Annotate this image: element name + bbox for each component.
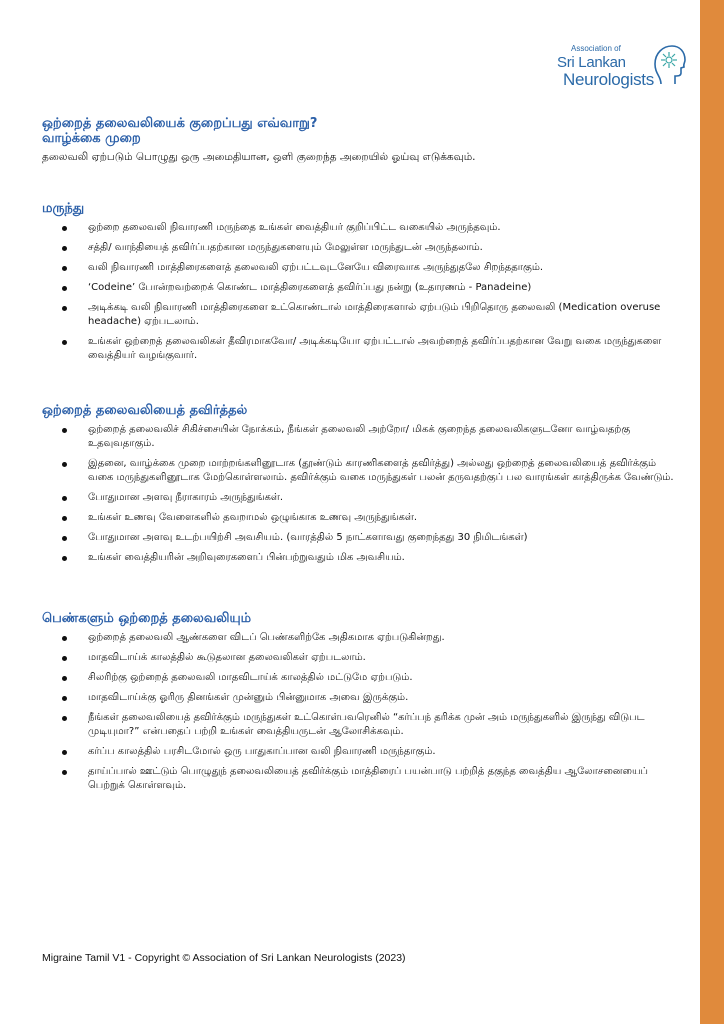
association-logo <box>557 40 697 106</box>
intro-text: தலைவலி ஏற்படும் பொழுது ஒரு அமைதியான, ஒளி குறைந்த அறையில் ஓய்வு எடுக்கவும். <box>42 151 476 163</box>
list-item: தாய்ப்பால் ஊட்டும் பொழுதுந் தலைவலியைத் தவிர்க்கும் மாத்திரைப் பயன்பாடு பற்றித் தகுந்த வைத்திய ஆலோசனையைப் பெற்றுக் கொள்ளவும். <box>82 765 682 793</box>
list-item: ஒற்றைத் தலைவலிச் சிகிச்சையின் நோக்கம், நீங்கள் தலைவலி அற்றோ/ மிகக் குறைந்த தலைவலிகளுடனோ வாழ்வதற்கு உதவுவதாகும். <box>82 423 682 451</box>
list-item: போதுமான அளவு உடற்பயிற்சி அவசியம். (வாரத்தில் 5 நாட்களாவது குறைந்தது 30 நிமிடங்கள்) <box>82 531 682 545</box>
document-body <box>42 116 682 799</box>
women-list <box>42 631 682 793</box>
list-item: உங்கள் உணவு வேளைகளில் தவறாமல் ஒழுங்காக உணவு அருந்துங்கள். <box>82 511 682 525</box>
list-item: சிலரிற்கு ஒற்றைத் தலைவலி மாதவிடாய்க் காலத்தில் மட்டுமே ஏற்படும். <box>82 671 682 685</box>
logo-line-3: Neurologists <box>563 70 654 89</box>
list-item: மாதவிடாய்க்கு ஓரிரு தினங்கள் முன்னும் பின்னுமாக அவை இருக்கும். <box>82 691 682 705</box>
intro-subtitle: வாழ்க்கை முறை <box>42 131 141 146</box>
logo-line-1: Association of <box>571 44 621 53</box>
list-item: வலி நிவாரணி மாத்திரைகளைத் தலைவலி ஏற்பட்டவுடனேயே விரைவாக அருந்துதலே சிறந்ததாகும். <box>82 261 682 275</box>
medicine-section <box>42 201 682 363</box>
prevention-section <box>42 403 682 565</box>
list-item: ‘Codeine’ போன்றவற்றைக் கொண்ட மாத்திரைகளைத் தவிர்ப்பது நன்று (உதாரணம் - Panadeine) <box>82 281 682 295</box>
list-item: ஒற்றைத் தலைவலி ஆண்களை விடப் பெண்களிற்கே அதிகமாக ஏற்படுகின்றது. <box>82 631 682 645</box>
list-item: நீங்கள் தலைவலியைத் தவிர்க்கும் மருந்துகள் உட்கொள்பவரெனில் “கர்ப்பந் தரிக்க முன் அம் மருந்துகளில் இருந்து விடுபட முடியுமா?” என்பதைப் பற்றி உங்கள் வைத்தியருடன் ஆலோசிக்கவும். <box>82 711 682 739</box>
women-section <box>42 611 682 793</box>
prevention-list <box>42 423 682 565</box>
list-item: ஒற்றை தலைவலி நிவாரணி மருந்தை உங்கள் வைத்தியர் குறிப்பிட்ட வகையில் அருந்தவும். <box>82 221 682 235</box>
prevention-heading: ஒற்றைத் தலைவலியைத் தவிர்த்தல் <box>42 403 248 418</box>
brain-head-icon <box>653 44 687 86</box>
list-item: மாதவிடாய்க் காலத்தில் கூடுதலான தலைவலிகள் ஏற்படலாம். <box>82 651 682 665</box>
list-item: அடிக்கடி வலி நிவாரணி மாத்திரைகளை உட்கொண்டால் மாத்திரைகளால் ஏற்படும் பிறிதொரு தலைவலி (Medication overuse headache) ஏற்படலாம். <box>82 301 682 329</box>
orange-side-bar <box>700 0 724 1024</box>
medicine-heading: மருந்து <box>42 201 85 216</box>
list-item: உங்கள் ஒற்றைத் தலைவலிகள் தீவிரமாகவோ/ அடிக்கடியோ ஏற்பட்டால் அவற்றைத் தவிர்ப்பதற்கான வேறு வகை மருந்துகளை வைத்தியர் வழங்குவார். <box>82 335 682 363</box>
intro-title: ஒற்றைத் தலைவலியைக் குறைப்பது எவ்வாறு? <box>42 116 318 131</box>
list-item: உங்கள் வைத்தியரின் அறிவுரைகளைப் பின்பற்றுவதும் மிக அவசியம். <box>82 551 682 565</box>
list-item: இதனை, வாழ்க்கை முறை மாற்றங்களினூடாக (தூண்டும் காரணிகளைத் தவிர்த்து) அல்லது ஒற்றைத் தலைவலியைத் தவிர்க்கும் வகை மருந்துகளினூடாக மேற்கொள்ளலாம். தவிர்க்கும் வகை மருந்துகள் பலன் தருவதற்குப் பல வாரங்கள் காத்திருக்க வேண்டும். <box>82 457 682 485</box>
logo-line-2: Sri Lankan <box>557 54 626 71</box>
list-item: போதுமான அளவு நீராகாரம் அருந்துங்கள். <box>82 491 682 505</box>
footer-copyright: Migraine Tamil V1 - Copyright © Association of Sri Lankan Neurologists (2023) <box>42 952 406 964</box>
women-heading: பெண்களும் ஒற்றைத் தலைவலியும் <box>42 611 252 626</box>
intro-section <box>42 116 682 165</box>
list-item: கர்ப்ப காலத்தில் பரசிடமோல் ஒரு பாதுகாப்பான வலி நிவாரணி மருந்தாகும். <box>82 745 682 759</box>
medicine-list <box>42 221 682 363</box>
list-item: சத்தி/ வாந்தியைத் தவிர்ப்பதற்கான மருந்துகளையும் மேலுள்ள மருந்துடன் அருந்தலாம். <box>82 241 682 255</box>
